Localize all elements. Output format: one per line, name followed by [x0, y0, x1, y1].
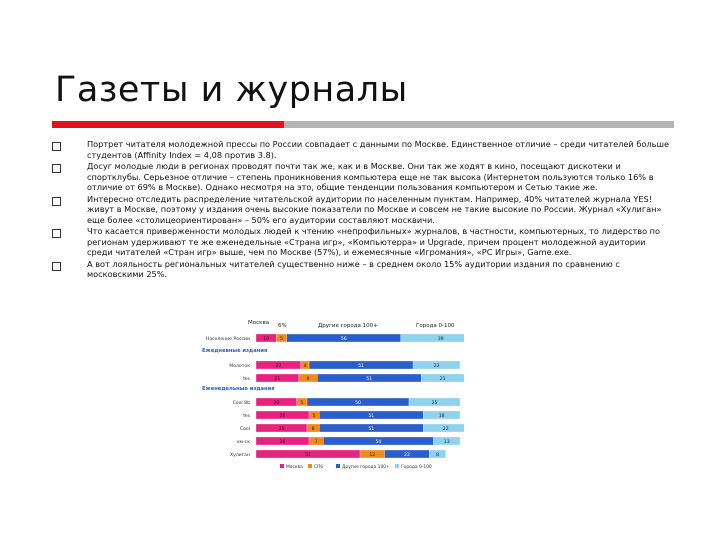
data-label: 4 [303, 364, 307, 369]
bullet-square-icon [52, 262, 61, 271]
data-label: 26 [279, 440, 286, 445]
data-label: 54 [375, 440, 382, 445]
legend-swatch [336, 464, 340, 468]
bullet-text: Что касается приверженности молодых людей к чтению «непрофильных» журналов, в частности, компьютерных, то лидерство по регионам удерживают те же еженедельные «Страна игр», «Компьютерра» и Upgrade, причем процент молодежной аудитории среди читателей «Стран игр» выше, чем по Москве (57%), и ежемесячные «Игромания», «PC Игры», Game.exe. [87, 226, 661, 257]
title-divider-bar [284, 121, 674, 128]
audience-distribution-chart [200, 318, 464, 478]
category-label: Молоток [229, 364, 250, 369]
data-label: 39 [437, 337, 444, 342]
bullet-item [52, 226, 670, 258]
section-caption-daily: Ежедневные издания [202, 348, 268, 354]
legend-swatch [280, 464, 284, 468]
data-label: 50 [355, 401, 361, 406]
slide-title: Газеты и журналы [55, 70, 408, 110]
data-label: 22 [404, 453, 410, 458]
data-label: 51 [305, 453, 311, 458]
data-label: 5 [300, 401, 304, 406]
legend-entry: СПб [314, 465, 324, 470]
legend-entry: Москва [286, 465, 303, 470]
bullet-item [52, 139, 670, 160]
bullet-item [52, 259, 670, 280]
data-label: 56 [340, 337, 347, 342]
data-label: 25 [278, 427, 285, 432]
category-label: Население России [205, 337, 250, 342]
category-label: хм-ск [236, 440, 250, 445]
data-label: 18 [438, 414, 445, 419]
bullet-text: Портрет читателя молодежной прессы по России совпадает с данными по Москве. Единственное отличие – среди читателей больше студентов (Affinity Index = 4,08 против 3.8). [87, 139, 669, 160]
category-label: Cool 8b [232, 401, 250, 406]
bullet-text: Интересно отследить распределение читательской аудитории по населенным пунктам. Например, 40% читателей журнала YES! живут в Москве, поэтому у издания очень высокие показатели по Москве и совсем не такие высокие по России. Журнал «Хулиган» еще более «столицеориентирован» – 50% его аудитории составляют москвичи. [87, 193, 662, 225]
data-label: 8 [436, 453, 440, 458]
header-label-big-cities: Другие города 100+ [318, 323, 378, 329]
bullet-item [52, 161, 670, 193]
title-accent-bar [52, 121, 284, 128]
category-label: Cool [239, 427, 250, 432]
data-label: 51 [368, 414, 375, 419]
bullet-square-icon [52, 164, 61, 173]
data-label: 51 [366, 377, 373, 382]
data-label: 9 [306, 377, 310, 382]
data-label: 13 [443, 440, 450, 445]
data-label: 51 [368, 427, 375, 432]
data-label: 23 [433, 364, 440, 369]
data-label: 12 [369, 453, 376, 458]
bullet-square-icon [52, 229, 61, 238]
category-label: Хулиган [229, 453, 250, 458]
header-label-spb: 6% [278, 323, 287, 329]
bullet-list [52, 139, 670, 281]
bullet-square-icon [52, 197, 61, 206]
bullet-item [52, 194, 670, 226]
legend-swatch [395, 464, 399, 468]
bullet-text: Досуг молодые люди в регионах проводят почти так же, как и в Москве. Они так же ходят в кино, посещают дискотеки и спортклубы. Серьезное отличие – степень проникновения компьютера еще не так высока (Интернетом пользуются только 16% в отличие от 69% в Москве). Однако несмотря на это, общие тенденции пользования компьютером и Сетью такие же. [87, 161, 654, 192]
data-label: 25 [431, 401, 438, 406]
category-label: Yes [242, 414, 250, 419]
data-label: 20 [273, 401, 280, 406]
data-label: 6 [311, 427, 315, 432]
header-label-small-cities: Города 0-100 [416, 323, 455, 329]
data-label: 21 [274, 377, 281, 382]
section-caption-weekly: Еженедельные издания [202, 386, 275, 392]
header-label-moscow: Москва [248, 320, 270, 326]
legend-entry: Города 0-100 [401, 465, 432, 470]
data-label: 5 [280, 337, 283, 342]
data-label: 51 [358, 364, 364, 369]
category-label: Yes [242, 377, 250, 382]
data-label: 22 [275, 364, 282, 369]
data-label: 22 [442, 427, 449, 432]
data-label: 21 [439, 377, 446, 382]
bullet-text: А вот лояльность региональных читателей существенно ниже – в среднем около 15% аудитории издания по сравнению с московскими 25%. [87, 258, 620, 279]
data-label: 5 [312, 414, 316, 419]
legend-swatch [308, 464, 312, 468]
bar-segment [401, 334, 464, 342]
data-label: 26 [279, 414, 286, 419]
data-label: 10 [263, 337, 270, 342]
bullet-square-icon [52, 142, 61, 151]
data-label: 7 [314, 440, 318, 445]
legend-entry: Другие города 100+ [342, 465, 390, 470]
